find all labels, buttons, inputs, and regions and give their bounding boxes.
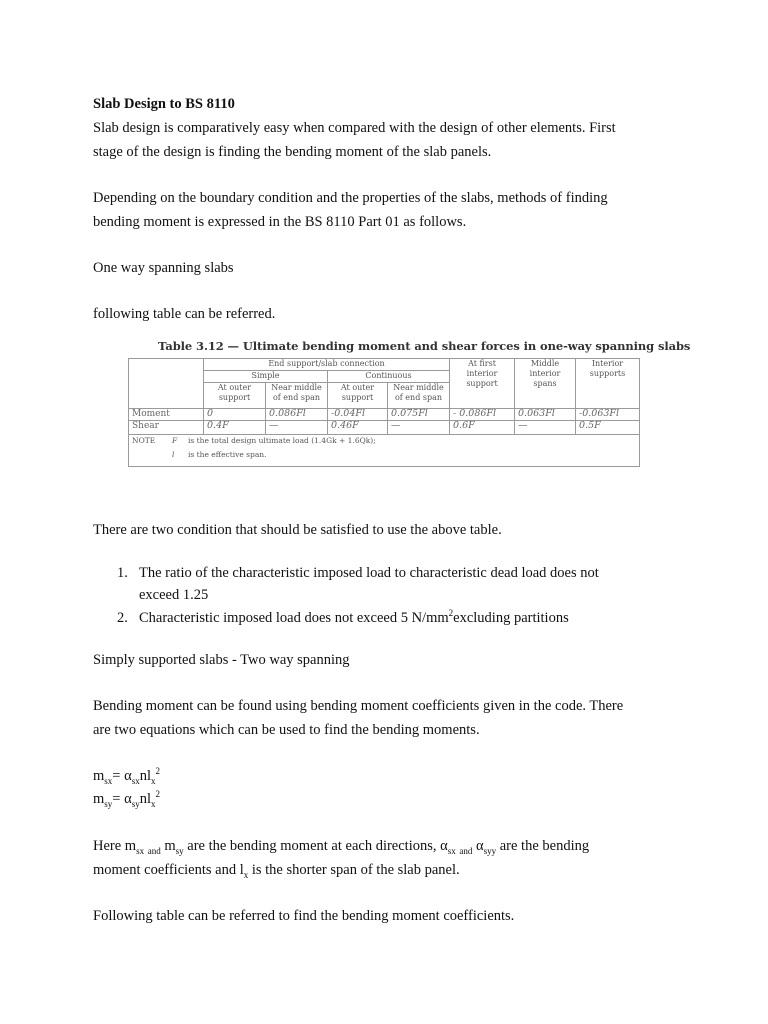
header-first-interior: At first interior support [450,359,515,409]
table-cell: 0.5F [576,421,640,435]
header-simple-near-middle: Near middle of end span [266,383,328,409]
bm-line-2: are two equations which can be used to find the bending moments. [93,722,480,738]
table-cell: 0.4F [204,421,266,435]
paragraph-2-line-2: bending moment is expressed in the BS 8110 Part 01 as follows. [93,214,467,230]
table-cell: 0.075Fl [388,409,450,421]
table-cell: 0.6F [450,421,515,435]
row-label-shear: Shear [129,421,204,435]
note-f-text: is the total design ultimate load (1.4Gk + 1.6Qk); [188,436,376,445]
list-number: 2. [117,610,128,626]
table-cell: — [515,421,576,435]
table-cell: -0.04Fl [328,409,388,421]
bending-moment-table [128,358,640,467]
table-3-12-image [128,339,691,489]
here-line-2: moment coefficients and $l_x$ is the shorter span of the slab panel. [93,862,460,880]
table-cell: 0.063Fl [515,409,576,421]
conditions-intro: There are two condition that should be satisfied to use the above table. [93,522,502,538]
list-item-1-line-1: The ratio of the characteristic imposed load to characteristic dead load does not [139,565,599,581]
intro-line-1: Slab design is comparatively easy when compared with the design of other elements. First [93,120,616,136]
table-cell: 0 [204,409,266,421]
two-way-heading: Simply supported slabs - Two way spanning [93,652,350,668]
equation-msx: $m_{sx}= \alpha_{sx}nl_x^2$ [93,766,160,786]
table-row [129,409,640,421]
table-cell: — [388,421,450,435]
table-reference-text: following table can be referred. [93,306,276,322]
table-cell: 0.086Fl [266,409,328,421]
table-note [129,435,640,467]
header-cont-near-middle: Near middle of end span [388,383,450,409]
here-line-1: Here $m_{sx}$ $_{and}$ $m_{sy}$ are the bending moment at each directions, $\alpha_{sx}$ $_{and}$ $\alpha_{syy}$ are the bending [93,838,590,856]
header-cont-outer: At outer support [328,383,388,409]
header-end-support: End support/slab connection [204,359,450,371]
header-middle-interior: Middle interior spans [515,359,576,409]
intro-line-2: stage of the design is finding the bending moment of the slab panels. [93,144,492,160]
note-l-text: is the effective span. [188,450,267,459]
list-number: 1. [117,565,128,581]
note-l-symbol: l [172,450,175,459]
one-way-heading: One way spanning slabs [93,260,234,276]
header-continuous: Continuous [328,371,450,383]
table-row [129,421,640,435]
table-cell: — [266,421,328,435]
list-item-2: Characteristic imposed load does not exceed 5 $N/mm^2excluding$ partitions [139,608,569,626]
table-cell: - 0.086Fl [450,409,515,421]
paragraph-2-line-1: Depending on the boundary condition and the properties of the slabs, methods of finding [93,190,608,206]
header-simple-outer: At outer support [204,383,266,409]
header-interior-supports: Interior supports [576,359,640,409]
header-simple: Simple [204,371,328,383]
table-caption: Table 3.12 — Ultimate bending moment and shear forces in one-way spanning slabs [158,339,691,353]
list-item-1-line-2: exceed 1.25 [139,587,209,603]
final-line: Following table can be referred to find the bending moment coefficients. [93,908,515,924]
note-f-symbol: F [172,436,178,445]
table-cell: 0.46F [328,421,388,435]
table-cell: -0.063Fl [576,409,640,421]
bm-line-1: Bending moment can be found using bending moment coefficients given in the code. There [93,698,624,714]
row-label-moment: Moment [129,409,204,421]
equation-msy: $m_{sy}= \alpha_{sy}nl_x^2$ [93,789,160,809]
section-heading: Slab Design to BS 8110 [93,96,235,112]
note-label: NOTE [132,436,156,445]
